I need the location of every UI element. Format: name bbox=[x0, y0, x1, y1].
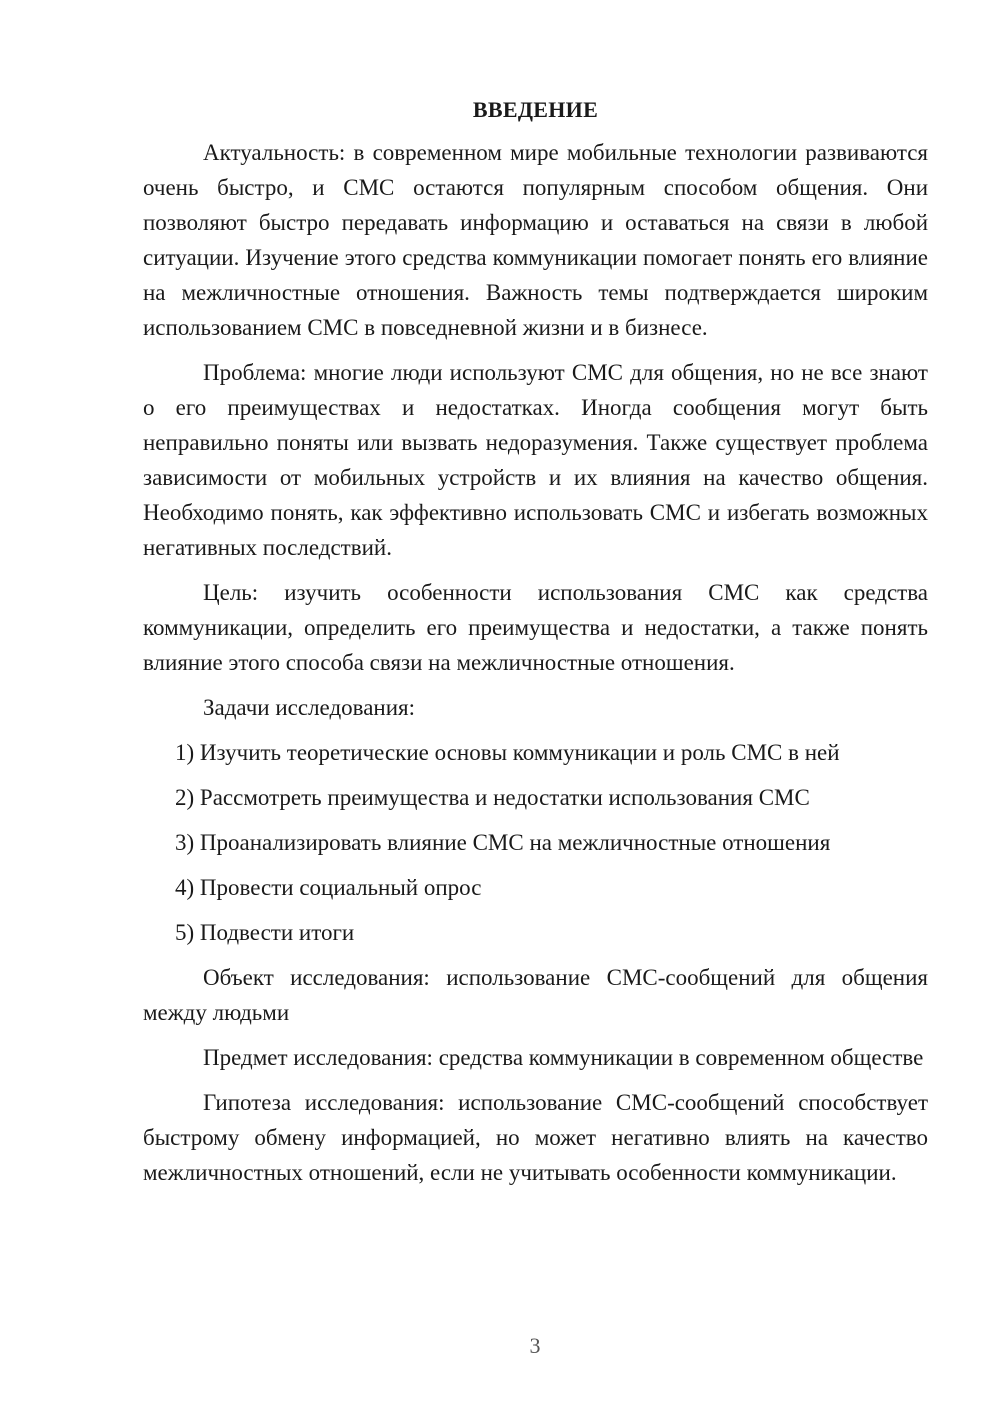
tasks-heading: Задачи исследования: bbox=[203, 695, 416, 720]
paragraph-goal: Цель: изучить особенности использования СМС как средства коммуникации, определить его преимущества и недостатки, а также понять влияние этого способа связи на межличностные отношения. bbox=[143, 580, 928, 675]
paragraph-object: Объект исследования: использование СМС-сообщений для общения между людьми bbox=[143, 965, 928, 1025]
paragraph-hypothesis: Гипотеза исследования: использование СМС-сообщений способствует быстрому обмену информацией, но может негативно влиять на качество межличностных отношений, если не учитывать особенности коммуникации. bbox=[143, 1090, 928, 1185]
page-title: ВВЕДЕНИЕ bbox=[472, 97, 599, 122]
document-page bbox=[143, 92, 928, 1200]
task-item: 5) Подвести итоги bbox=[175, 920, 355, 945]
paragraph-problem: Проблема: многие люди используют СМС для общения, но не все знают о его преимуществах и недостатках. Иногда сообщения могут быть неправильно поняты или вызвать недоразумения. Также существует проблема зависимости от мобильных устройств и их влияния на качество общения. Необходимо понять, как эффективно использовать СМС и избегать возможных негативных последствий. bbox=[143, 360, 928, 560]
paragraph-relevance: Актуальность: в современном мире мобильные технологии развиваются очень быстро, и СМС остаются популярным способом общения. Они позволяют быстро передавать информацию и оставаться на связи в любой ситуации. Изучение этого средства коммуникации помогает понять его влияние на межличностные отношения. Важность темы подтверждается широким использованием СМС в повседневной жизни и в бизнесе. bbox=[143, 140, 928, 340]
page-number: 3 bbox=[529, 1333, 541, 1358]
task-item: 4) Провести социальный опрос bbox=[175, 875, 482, 900]
task-item: 2) Рассмотреть преимущества и недостатки использования СМС bbox=[175, 785, 810, 810]
task-item: 1) Изучить теоретические основы коммуникации и роль СМС в ней bbox=[175, 740, 840, 765]
task-item: 3) Проанализировать влияние СМС на межличностные отношения bbox=[175, 830, 831, 855]
paragraph-subject: Предмет исследования: средства коммуникации в современном обществе bbox=[203, 1045, 924, 1070]
tasks-list bbox=[143, 735, 928, 950]
